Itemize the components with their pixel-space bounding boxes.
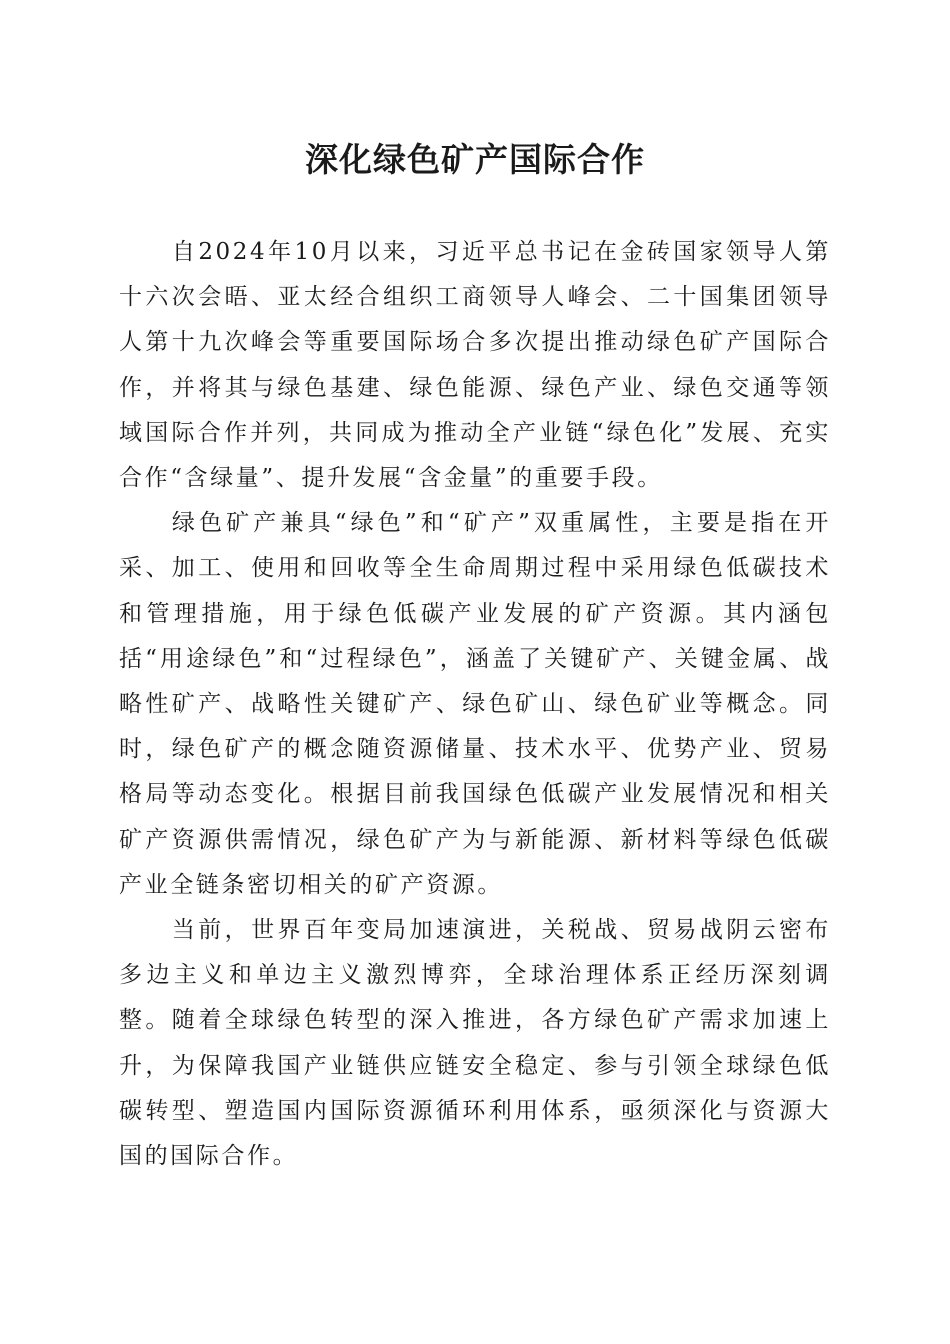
paragraph-3: 当前，世界百年变局加速演进，关税战、贸易战阴云密布多边主义和单边主义激烈博弈，全球治理体系正经历深刻调整。随着全球绿色转型的深入推进，各方绿色矿产需求加速上升，为保障我国产业链供应链安全稳定、参与引领全球绿色低碳转型、塑造国内国际资源循环利用体系，亟须深化与资源大国的国际合作。	[119, 917, 831, 1170]
document-title: 深化绿色矿产国际合作	[305, 140, 645, 179]
paragraph-1: 自2024年10月以来，习近平总书记在金砖国家领导人第十六次会晤、亚太经合组织工商领导人峰会、二十国集团领导人第十九次峰会等重要国际场合多次提出推动绿色矿产国际合作，并将其与绿色基建、绿色能源、绿色产业、绿色交通等领域国际合作并列，共同成为推动全产业链“绿色化”发展、充实合作“含绿量”、提升发展“含金量”的重要手段。	[119, 239, 831, 492]
paragraph-2: 绿色矿产兼具“绿色”和“矿产”双重属性，主要是指在开采、加工、使用和回收等全生命周期过程中采用绿色低碳技术和管理措施，用于绿色低碳产业发展的矿产资源。其内涵包括“用途绿色”和“过程绿色”，涵盖了关键矿产、关键金属、战略性矿产、战略性关键矿产、绿色矿山、绿色矿业等概念。同时，绿色矿产的概念随资源储量、技术水平、优势产业、贸易格局等动态变化。根据目前我国绿色低碳产业发展情况和相关矿产资源供需情况，绿色矿产为与新能源、新材料等绿色低碳产业全链条密切相关的矿产资源。	[119, 510, 831, 898]
document-body	[119, 230, 831, 1179]
